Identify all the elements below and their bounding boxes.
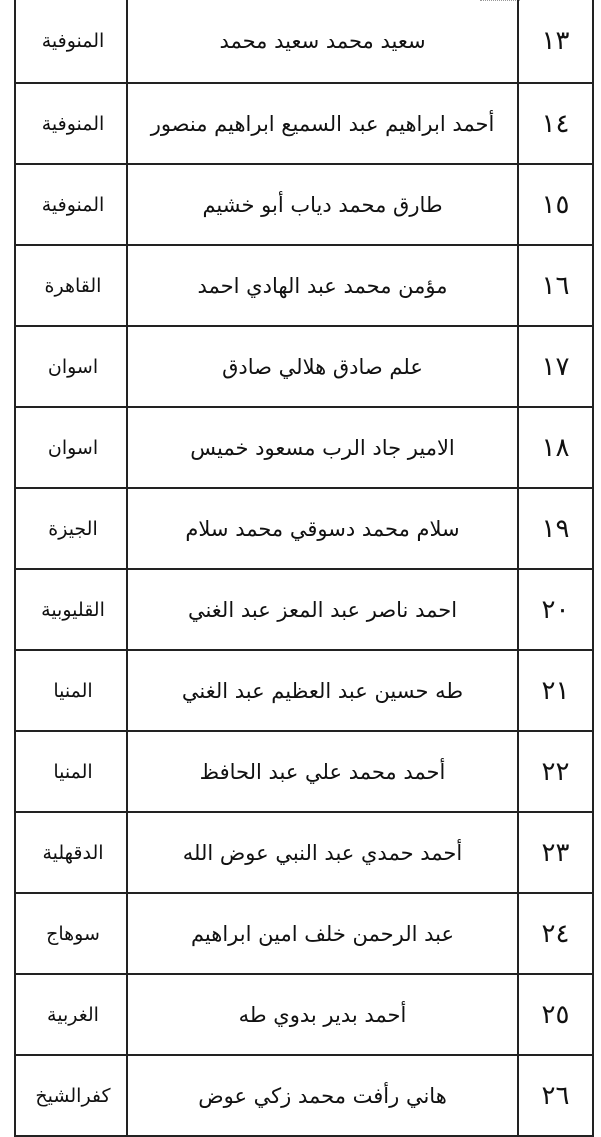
row-number: ٢٤ — [517, 894, 592, 973]
person-name: أحمد بدير بدوي طه — [126, 975, 517, 1054]
governorate: المنوفية — [41, 193, 105, 216]
row-number: ٢٦ — [517, 1056, 592, 1135]
person-name: سلام محمد دسوقي محمد سلام — [126, 489, 517, 568]
governorate: المنيا — [53, 679, 93, 702]
table-row — [16, 813, 592, 894]
person-name: عبد الرحمن خلف امين ابراهيم — [126, 894, 517, 973]
names-table — [14, 0, 594, 1137]
governorate: المنوفية — [41, 112, 105, 135]
person-name: هاني رأفت محمد زكي عوض — [126, 1056, 517, 1135]
row-number: ٢٢ — [517, 732, 592, 811]
governorate: الجيزة — [48, 517, 98, 540]
person-name: طارق محمد دياب أبو خشيم — [126, 165, 517, 244]
governorate: المنوفية — [41, 30, 105, 52]
row-number: ٢٥ — [517, 975, 592, 1054]
table-row — [16, 1056, 592, 1137]
row-number: ١٦ — [517, 246, 592, 325]
person-name: احمد ناصر عبد المعز عبد الغني — [126, 570, 517, 649]
table-row — [16, 0, 592, 84]
table-row — [16, 570, 592, 651]
table-row — [16, 732, 592, 813]
row-number: ١٥ — [517, 165, 592, 244]
table-row — [16, 408, 592, 489]
person-name: أحمد محمد علي عبد الحافظ — [126, 732, 517, 811]
person-name: مؤمن محمد عبد الهادي احمد — [126, 246, 517, 325]
governorate: الغربية — [47, 1003, 99, 1026]
governorate: الدقهلية — [42, 841, 104, 864]
governorate: القاهرة — [44, 274, 102, 297]
person-name: علم صادق هلالي صادق — [126, 327, 517, 406]
row-number: ١٤ — [517, 84, 592, 163]
row-number: ١٨ — [517, 408, 592, 487]
governorate: اسوان — [47, 436, 99, 459]
table-row — [16, 84, 592, 165]
person-name: سعيد محمد سعيد محمد — [126, 0, 517, 82]
governorate: كفرالشيخ — [35, 1084, 111, 1107]
governorate: سوهاج — [46, 922, 100, 945]
governorate: القليوبية — [41, 598, 105, 621]
table-row — [16, 489, 592, 570]
row-number: ٢١ — [517, 651, 592, 730]
person-name: الامير جاد الرب مسعود خميس — [126, 408, 517, 487]
row-number: ٢٣ — [517, 813, 592, 892]
table-row — [16, 975, 592, 1056]
person-name: أحمد ابراهيم عبد السميع ابراهيم منصور — [126, 84, 517, 163]
row-number: ١٧ — [517, 327, 592, 406]
row-number: ١٣ — [517, 0, 592, 82]
table-row — [16, 651, 592, 732]
person-name: أحمد حمدي عبد النبي عوض الله — [126, 813, 517, 892]
table-row — [16, 165, 592, 246]
governorate: المنيا — [53, 760, 93, 783]
row-number: ٢٠ — [517, 570, 592, 649]
table-row — [16, 246, 592, 327]
table-row — [16, 894, 592, 975]
table-row — [16, 327, 592, 408]
governorate: اسوان — [47, 355, 99, 378]
row-number: ١٩ — [517, 489, 592, 568]
person-name: طه حسين عبد العظيم عبد الغني — [126, 651, 517, 730]
